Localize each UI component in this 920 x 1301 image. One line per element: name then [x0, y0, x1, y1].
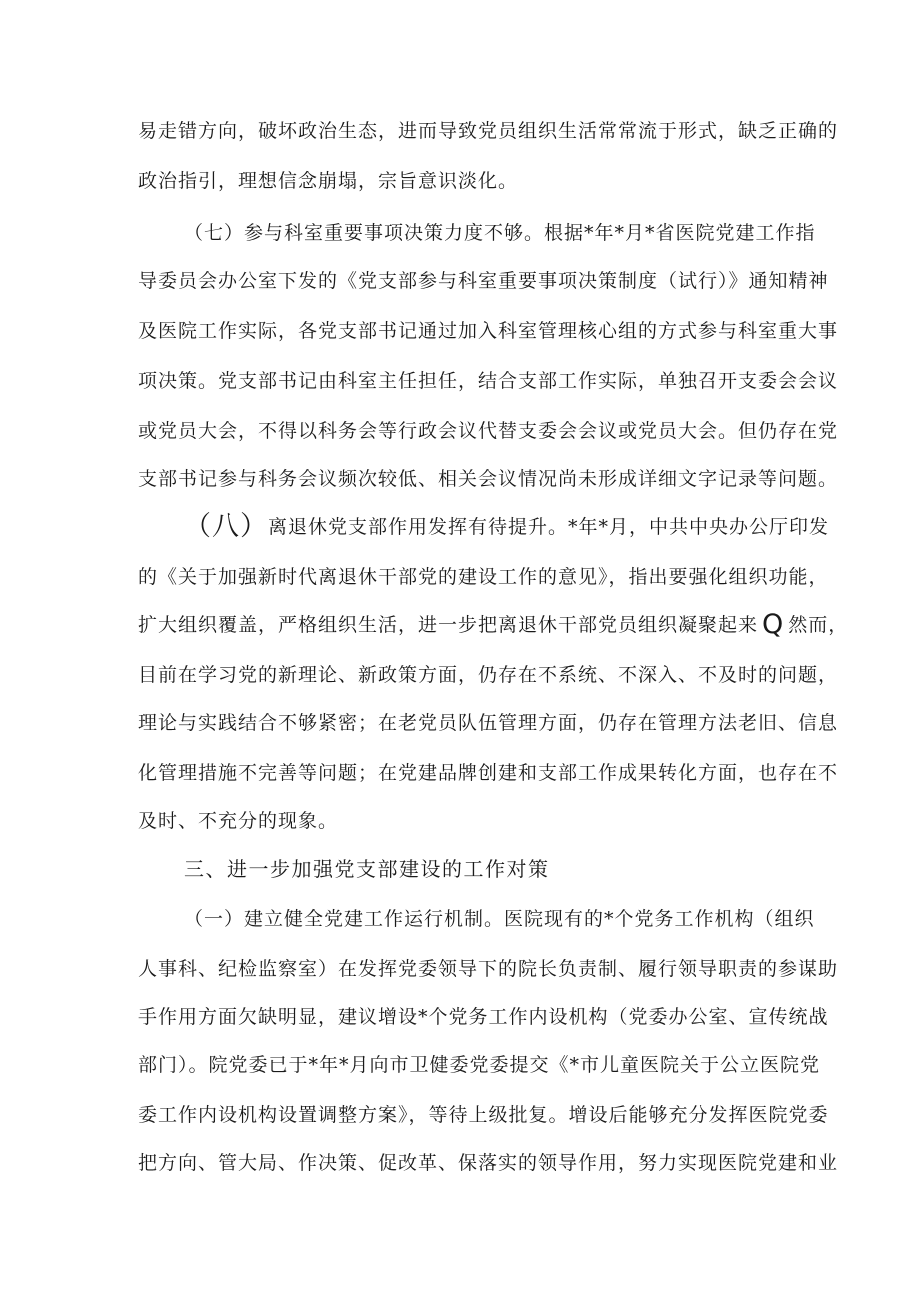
paragraph-line: 化管理措施不完善等问题；在党建品牌创建和支部工作成果转化方面，也存在不	[138, 762, 839, 784]
paragraph-line: 理论与实践结合不够紧密；在老党员队伍管理方面，仍存在管理方法老旧、信息	[138, 712, 839, 734]
paragraph-line: 的《关于加强新时代离退休干部党的建设工作的意见》，指出要强化组织功能，	[138, 566, 829, 588]
section-heading: 三、进一步加强党支部建设的工作对策	[184, 857, 550, 881]
paragraph-text: 然而，	[788, 614, 849, 636]
stray-q-glyph: Q	[762, 609, 785, 640]
paragraph-line: 把方向、管大局、作决策、促改革、保落实的领导作用，努力实现医院党建和业	[138, 1152, 839, 1174]
paragraph-line: 人事科、纪检监察室）在发挥党委领导下的院长负责制、履行领导职责的参谋助	[138, 958, 839, 980]
section-marker-eight: （八）	[184, 511, 268, 542]
paragraph-line: 及医院工作实际，各党支部书记通过加入科室管理核心组的方式参与科室重大事	[138, 320, 839, 342]
paragraph-line: 导委员会办公室下发的《党支部参与科室重要事项决策制度（试行）》通知精神	[138, 270, 829, 292]
paragraph-line: 易走错方向，破坏政治生态，进而导致党员组织生活常常流于形式，缺乏正确的	[138, 120, 839, 142]
paragraph-line: 手作用方面欠缺明显，建议增设*个党务工作内设机构（党委办公室、宣传统战	[138, 1006, 829, 1028]
paragraph-text: 离退休党支部作用发挥有待提升。*年*月，中共中央办公厅印发	[268, 516, 830, 538]
paragraph-line: 委工作内设机构设置调整方案》，等待上级批复。增设后能够充分发挥医院党委	[138, 1104, 829, 1126]
paragraph-line: 及时、不充分的现象。	[138, 810, 339, 832]
paragraph-line: 项决策。党支部书记由科室主任担任，结合支部工作实际，单独召开支委会会议	[138, 370, 839, 392]
paragraph-line	[138, 609, 849, 640]
paragraph-line: （七）参与科室重要事项决策力度不够。根据*年*月*省医院党建工作指	[184, 222, 816, 244]
paragraph-text: 扩大组织覆盖，严格组织生活，进一步把离退休干部党员组织凝聚起来	[138, 614, 759, 636]
paragraph-line: 或党员大会，不得以科务会等行政会议代替支委会会议或党员大会。但仍存在党	[138, 420, 839, 442]
paragraph-line: 部门）。院党委已于*年*月向市卫健委党委提交《*市儿童医院关于公立医院党	[138, 1054, 821, 1076]
paragraph-line-eight	[184, 511, 830, 542]
paragraph-line: 支部书记参与科务会议频次较低、相关会议情况尚未形成详细文字记录等问题。	[138, 468, 839, 490]
paragraph-line: 政治指引，理想信念崩塌，宗旨意识淡化。	[138, 170, 519, 192]
paragraph-line: （一）建立健全党建工作运行机制。医院现有的*个党务工作机构（组织	[184, 908, 815, 930]
paragraph-line: 目前在学习党的新理论、新政策方面，仍存在不系统、不深入、不及时的问题，	[138, 664, 839, 686]
